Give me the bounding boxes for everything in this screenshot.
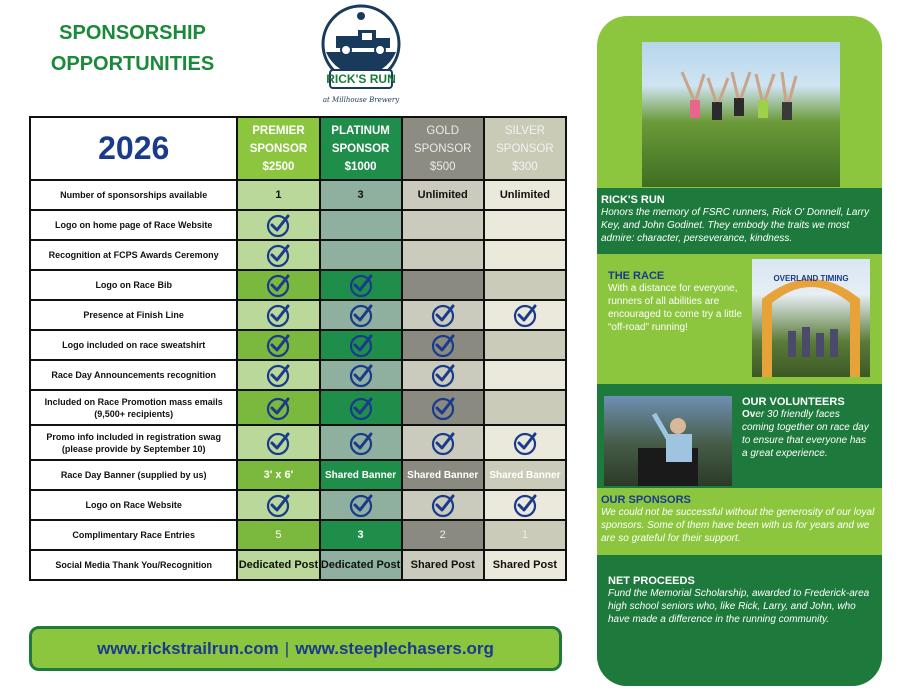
- cell-value: Dedicated Post: [320, 550, 402, 580]
- cell-check: [237, 240, 319, 270]
- cell-value: Dedicated Post: [237, 550, 319, 580]
- checkmark-icon: [430, 332, 456, 358]
- cell-check: [237, 300, 319, 330]
- checkmark-icon: [265, 332, 291, 358]
- table-row: [30, 550, 566, 580]
- checkmark-icon: [430, 492, 456, 518]
- cell-check: [237, 425, 319, 460]
- net-proceeds-section: [597, 555, 882, 686]
- cell-check: [237, 390, 319, 425]
- arch-banner-text: OVERLAND TIMING: [773, 274, 849, 283]
- row-label: [30, 390, 237, 425]
- cell-value: Shared Banner: [320, 460, 402, 490]
- the-race-heading: THE RACE: [608, 270, 665, 282]
- tier-price: $1000: [344, 160, 377, 173]
- tier-label: SPONSOR: [249, 142, 308, 155]
- cell-check: [320, 270, 402, 300]
- title-line-1: SPONSORSHIP: [59, 22, 206, 44]
- checkmark-icon: [512, 302, 538, 328]
- row-label: Social Media Thank You/Recognition: [30, 550, 237, 580]
- table-row: [30, 180, 566, 210]
- row-label-line-1: Included on Race Promotion mass emails: [44, 396, 223, 407]
- table-row: [30, 360, 566, 390]
- table-row: [30, 210, 566, 240]
- cell-check: [484, 425, 566, 460]
- cell-check: [402, 390, 484, 425]
- cell-value: Unlimited: [402, 180, 484, 210]
- cell-check: [237, 210, 319, 240]
- table-row: [30, 490, 566, 520]
- cell-check: [402, 425, 484, 460]
- cell-empty: [484, 360, 566, 390]
- checkmark-icon: [265, 212, 291, 238]
- cell-empty: [320, 240, 402, 270]
- tier-name: PREMIER: [252, 124, 305, 137]
- cell-empty: [484, 270, 566, 300]
- logo-subtext: at Millhouse Brewery: [322, 96, 400, 104]
- checkmark-icon: [512, 492, 538, 518]
- checkmark-icon: [265, 242, 291, 268]
- cell-value: Shared Post: [484, 550, 566, 580]
- ricks-run-body: Honors the memory of FSRC runners, Rick O' Donnell, Larry Key, and John Godinet. They embody the traits we most admire: character, perseverance, kindness.: [601, 207, 870, 244]
- cell-check: [402, 300, 484, 330]
- checkmark-icon: [265, 395, 291, 421]
- tier-name: SILVER: [504, 124, 545, 137]
- table-row: [30, 300, 566, 330]
- checkmark-icon: [265, 362, 291, 388]
- table-row: [30, 425, 566, 460]
- row-label-line-1: Promo info included in registration swag: [46, 431, 221, 442]
- cell-check: [402, 490, 484, 520]
- cell-check: [237, 490, 319, 520]
- tier-header-premier: [237, 117, 319, 180]
- volunteers-body: er 30 friendly faces coming together on race day to ensure that everyone has a great experience.: [742, 409, 869, 459]
- cell-value: 3: [320, 520, 402, 550]
- checkmark-icon: [430, 362, 456, 388]
- ricks-run-section: [597, 188, 882, 254]
- net-proceeds-body: Fund the Memorial Scholarship, awarded to Frederick-area high school seniors who, like Rick, Larry, and John, who have made a difference in the running community.: [608, 588, 870, 625]
- table-row: [30, 460, 566, 490]
- row-label: Logo on Race Bib: [30, 270, 237, 300]
- checkmark-icon: [265, 302, 291, 328]
- tier-label: SPONSOR: [331, 142, 390, 155]
- cell-check: [402, 330, 484, 360]
- logo-text: RICK'S RUN: [326, 72, 396, 86]
- page-title: [40, 18, 225, 80]
- checkmark-icon: [430, 430, 456, 456]
- cell-check: [484, 300, 566, 330]
- checkmark-icon: [348, 332, 374, 358]
- row-label: Number of sponsorships available: [30, 180, 237, 210]
- cell-value: Shared Banner: [402, 460, 484, 490]
- checkmark-icon: [348, 272, 374, 298]
- checkmark-icon: [348, 492, 374, 518]
- tier-name: GOLD: [426, 124, 460, 137]
- row-label-line-2: (9,500+ recipients): [94, 408, 174, 419]
- cell-empty: [402, 270, 484, 300]
- volunteer-photo: [604, 396, 732, 486]
- row-label: Race Day Announcements recognition: [30, 360, 237, 390]
- tier-label: SPONSOR: [496, 142, 554, 155]
- table-row: [30, 330, 566, 360]
- cell-empty: [484, 210, 566, 240]
- checkmark-icon: [348, 362, 374, 388]
- tier-price: $2500: [262, 160, 295, 173]
- cell-empty: [402, 240, 484, 270]
- volunteers-heading: OUR VOLUNTEERS: [742, 396, 845, 408]
- sponsors-body: We could not be successful without the generosity of our loyal sponsors. Some of them have been with us for years and we are so grateful for their support.: [601, 507, 875, 544]
- runners-jumping-photo: [642, 42, 840, 187]
- cell-value: 5: [237, 520, 319, 550]
- tier-label: SPONSOR: [413, 142, 472, 155]
- checkmark-icon: [512, 430, 538, 456]
- checkmark-icon: [265, 430, 291, 456]
- cell-check: [237, 330, 319, 360]
- row-label: Logo on home page of Race Website: [30, 210, 237, 240]
- tier-name: PLATINUM: [331, 124, 390, 137]
- cell-empty: [320, 210, 402, 240]
- checkmark-icon: [265, 272, 291, 298]
- cell-value: Shared Banner: [484, 460, 566, 490]
- sponsorship-table: [29, 116, 567, 581]
- cell-value: Unlimited: [484, 180, 566, 210]
- cell-value: 3' x 6': [237, 460, 319, 490]
- cell-check: [402, 360, 484, 390]
- sponsors-heading: OUR SPONSORS: [601, 494, 691, 506]
- cell-check: [320, 300, 402, 330]
- checkmark-icon: [348, 302, 374, 328]
- info-panel: [597, 16, 882, 686]
- tier-header-platinum: [320, 117, 402, 180]
- sponsors-section: [597, 488, 882, 555]
- cell-value: 1: [237, 180, 319, 210]
- row-label: Logo included on race sweatshirt: [30, 330, 237, 360]
- tier-price: $300: [512, 160, 538, 173]
- row-label: Complimentary Race Entries: [30, 520, 237, 550]
- checkmark-icon: [430, 302, 456, 328]
- cell-value: 3: [320, 180, 402, 210]
- cell-check: [320, 330, 402, 360]
- cell-check: [237, 360, 319, 390]
- title-line-2: OPPORTUNITIES: [50, 53, 215, 75]
- cell-empty: [484, 240, 566, 270]
- cell-check: [320, 425, 402, 460]
- table-row: [30, 390, 566, 425]
- checkmark-icon: [265, 492, 291, 518]
- year-cell: 2026: [30, 117, 237, 180]
- cell-empty: [484, 390, 566, 425]
- table-row: [30, 520, 566, 550]
- checkmark-icon: [348, 430, 374, 456]
- cell-empty: [402, 210, 484, 240]
- cell-check: [320, 390, 402, 425]
- race-start-photo: [752, 259, 870, 377]
- url-rickstrailrun-link[interactable]: www.rickstrailrun.com: [97, 638, 279, 658]
- cell-value: 2: [402, 520, 484, 550]
- row-label: Recognition at FCPS Awards Ceremony: [30, 240, 237, 270]
- url-steeplechasers-link[interactable]: www.steeplechasers.org: [295, 638, 494, 658]
- net-proceeds-heading: NET PROCEEDS: [608, 575, 695, 587]
- the-race-body: With a distance for everyone, runners of all abilities are encouraged to come try a little “off-road” running!: [608, 283, 742, 333]
- checkmark-icon: [430, 395, 456, 421]
- url-separator: |: [284, 638, 290, 658]
- ricks-run-logo: [314, 4, 408, 110]
- checkmark-icon: [348, 395, 374, 421]
- tier-header-silver: [484, 117, 566, 180]
- cell-value: Shared Post: [402, 550, 484, 580]
- website-url-bar: [29, 626, 562, 671]
- cell-empty: [484, 330, 566, 360]
- row-label: Race Day Banner (supplied by us): [30, 460, 237, 490]
- ricks-run-heading: RICK'S RUN: [601, 194, 665, 206]
- table-row: [30, 270, 566, 300]
- row-label: Logo on Race Website: [30, 490, 237, 520]
- tier-price: $500: [429, 160, 456, 173]
- row-label: Presence at Finish Line: [30, 300, 237, 330]
- row-label: [30, 425, 237, 460]
- cell-value: 1: [484, 520, 566, 550]
- cell-check: [320, 490, 402, 520]
- cell-check: [484, 490, 566, 520]
- tier-header-gold: [402, 117, 484, 180]
- table-row: [30, 240, 566, 270]
- cell-check: [320, 360, 402, 390]
- cell-check: [237, 270, 319, 300]
- row-label-line-2: (please provide by September 10): [61, 443, 206, 454]
- volunteers-body-lead: Ov: [742, 409, 756, 420]
